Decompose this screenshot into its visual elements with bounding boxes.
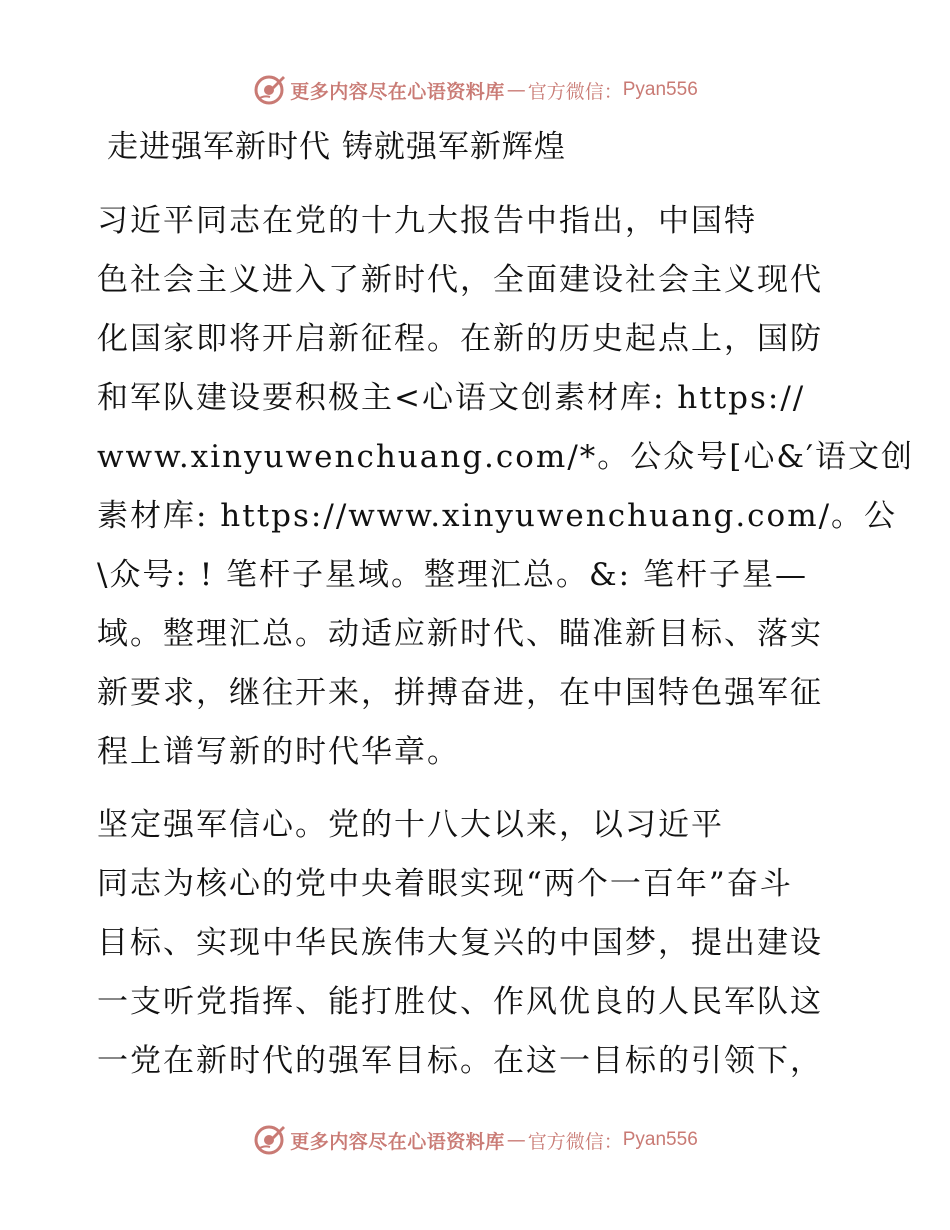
paragraph-line: 习近平同志在党的十九大报告中指出，中国特 <box>97 203 757 239</box>
watermark-main-text: 更多内容尽在心语资料库 <box>290 80 505 103</box>
footer-watermark <box>0 1120 950 1160</box>
watermark-main-text: 更多内容尽在心语资料库 <box>290 1130 505 1153</box>
watermark-sub-text: 官方微信： <box>527 80 623 103</box>
watermark-dash: — <box>506 79 526 101</box>
paragraph-line: 一支听党指挥、能打胜仗、作风优良的人民军队这 <box>97 984 823 1020</box>
watermark-wechat-id: Pyan556 <box>622 1129 698 1150</box>
paragraph-line: \众号: ! 笔杆子星域。整理汇总。&: 笔杆子星— <box>97 557 808 593</box>
pen-logo-icon <box>252 73 286 107</box>
paragraph-line: 域。整理汇总。动适应新时代、瞄准新目标、落实 <box>97 616 823 652</box>
header-watermark <box>0 70 950 110</box>
paragraph-2 <box>97 796 857 1091</box>
paragraph-line: 目标、实现中华民族伟大复兴的中国梦，提出建设 <box>97 925 823 961</box>
paragraph-line: 一党在新时代的强军目标。在这一目标的引领下， <box>97 1043 823 1079</box>
paragraph-line: 素材库: https://www.xinyuwenchuang.com/。公 <box>97 498 898 534</box>
paragraph-line: 同志为核心的党中央着眼实现“两个一百年”奋斗 <box>97 866 793 902</box>
paragraph-line: 程上谱写新的时代华章。 <box>97 734 460 770</box>
document-title: 走进强军新时代 铸就强军新辉煌 <box>107 129 566 165</box>
paragraph-line: 色社会主义进入了新时代，全面建设社会主义现代 <box>97 262 823 298</box>
paragraph-line: www.xinyuwenchuang.com/*。公众号[心&′语文创 <box>97 439 914 475</box>
paragraph-line: 坚定强军信心。党的十八大以来，以习近平 <box>97 807 724 843</box>
pen-logo-icon <box>252 1123 286 1157</box>
watermark-wechat-id: Pyan556 <box>622 79 698 100</box>
paragraph-1 <box>97 192 914 782</box>
watermark-dash: — <box>506 1129 526 1151</box>
paragraph-line: 化国家即将开启新征程。在新的历史起点上，国防 <box>97 321 823 357</box>
paragraph-line: 新要求，继往开来，拼搏奋进，在中国特色强军征 <box>97 675 823 711</box>
watermark-sub-text: 官方微信： <box>527 1130 623 1153</box>
paragraph-line: 和军队建设要积极主<心语文创素材库: https:// <box>97 380 806 416</box>
